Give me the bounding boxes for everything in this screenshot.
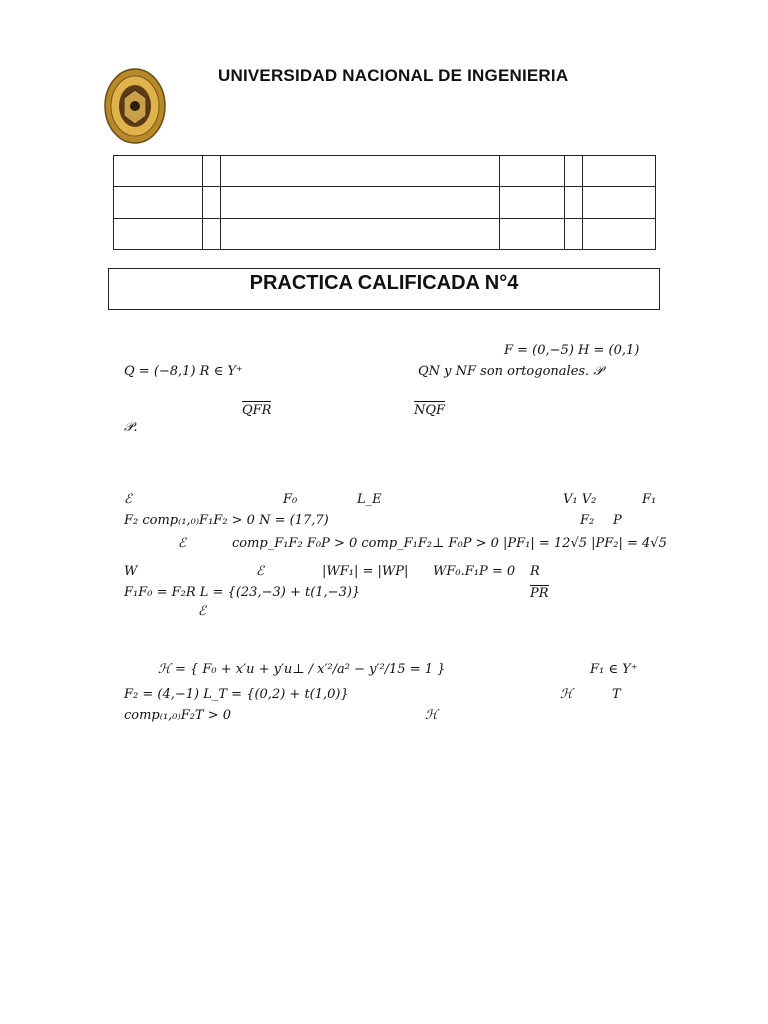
problem2-r2c: P <box>613 513 622 528</box>
problem2-r5a: F₁F₀ = F₂R L = {(23,−3) + t(1,−3)} <box>124 585 361 600</box>
table-cell[interactable] <box>583 187 656 219</box>
table-cell <box>203 156 221 187</box>
problem2-r4a: W <box>124 564 138 579</box>
problem2-r1c: L_E <box>357 492 382 507</box>
table-cell[interactable] <box>583 156 656 187</box>
problem2-r1e: F₁ <box>642 492 657 507</box>
problem2-r4e: R <box>530 564 540 579</box>
table-cell <box>565 156 583 187</box>
university-seal-icon <box>104 68 166 144</box>
problem2-r4d: WF₀.F₁P = 0 <box>433 564 516 579</box>
table-cell[interactable] <box>114 156 203 187</box>
problem3-r1b: F₁ ∈ Y⁺ <box>590 662 638 677</box>
table-cell <box>203 219 221 250</box>
problem2-r3b: comp_F₁F₂ F₀P > 0 comp_F₁F₂⊥ F₀P > 0 |PF₁| = 12√5 |PF₂| = 4√5 <box>232 536 667 551</box>
table-cell[interactable] <box>221 219 500 250</box>
problem2-r6a: ℰ <box>198 604 206 619</box>
problem3-r2b: ℋ <box>560 687 573 702</box>
table-cell[interactable] <box>114 219 203 250</box>
table-cell[interactable] <box>500 187 565 219</box>
problem3-r3b: ℋ <box>425 708 438 723</box>
table-cell[interactable] <box>221 187 500 219</box>
student-info-table <box>113 155 656 250</box>
problem1-line4: 𝒫. <box>124 420 138 435</box>
problem1-angle-qfr: QFR <box>242 403 272 418</box>
table-cell[interactable] <box>500 156 565 187</box>
table-cell <box>203 187 221 219</box>
problem1-line2b: QN y NF son ortogonales. 𝒫 <box>418 364 603 379</box>
problem2-r2b: F₂ <box>580 513 595 528</box>
problem1-line1: F = (0,−5) H = (0,1) <box>504 343 640 358</box>
exam-title: PRACTICA CALIFICADA N°4 <box>249 272 519 294</box>
problem1-line2a: Q = (−8,1) R ∈ Y⁺ <box>124 364 243 379</box>
problem1-angle-nqf: NQF <box>414 403 446 418</box>
problem2-r4b: ℰ <box>256 564 264 579</box>
problem2-r3a: ℰ <box>178 536 186 551</box>
problem2-r1b: F₀ <box>283 492 298 507</box>
problem3-r2c: T <box>612 687 621 702</box>
university-name: UNIVERSIDAD NACIONAL DE INGENIERIA <box>218 66 569 85</box>
table-cell[interactable] <box>583 219 656 250</box>
problem2-r5b: PR <box>530 586 549 601</box>
table-cell[interactable] <box>114 187 203 219</box>
table-cell <box>565 219 583 250</box>
exam-title-box <box>108 268 660 310</box>
table-cell <box>565 187 583 219</box>
problem3-r3a: comp₍₁,₀₎F₂T > 0 <box>124 708 232 723</box>
problem3-hyperbola-equation: ℋ = { F₀ + x′u + y′u⊥ / x′²/a² − y′²/15 = 1 } <box>158 662 446 677</box>
table-cell[interactable] <box>221 156 500 187</box>
problem2-r2a: F₂ comp₍₁,₀₎F₁F₂ > 0 N = (17,7) <box>124 513 329 528</box>
problem3-r2a: F₂ = (4,−1) L_T = {(0,2) + t(1,0)} <box>124 687 349 702</box>
problem2-r1d: V₁ V₂ <box>563 492 597 507</box>
problem2-r4c: |WF₁| = |WP| <box>322 564 409 579</box>
table-cell[interactable] <box>500 219 565 250</box>
problem2-r1a: ℰ <box>124 492 132 507</box>
